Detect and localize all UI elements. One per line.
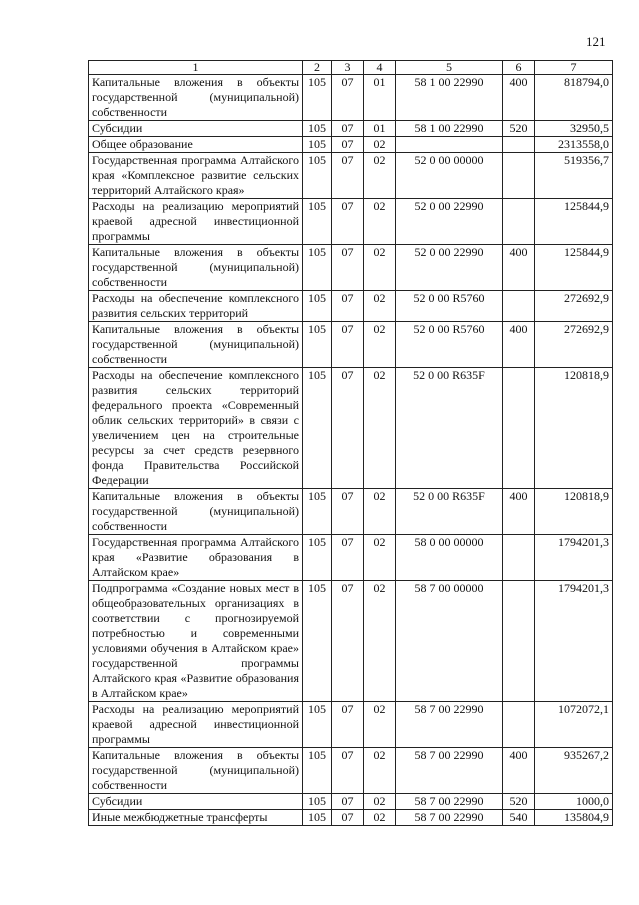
expense-type-cell — [503, 581, 535, 702]
ministry-code-cell: 105 — [303, 581, 332, 702]
ministry-code-cell: 105 — [303, 368, 332, 489]
amount-cell: 519356,7 — [535, 153, 613, 199]
ministry-code-cell: 105 — [303, 121, 332, 137]
subsection-code-cell: 02 — [364, 199, 396, 245]
subsection-code-cell: 02 — [364, 291, 396, 322]
expense-name-cell: Расходы на обеспечение комплексного развития сельских территорий — [89, 291, 303, 322]
amount-cell: 1000,0 — [535, 794, 613, 810]
target-article-cell: 58 7 00 22990 — [396, 702, 503, 748]
table-row — [89, 702, 613, 748]
amount-cell: 272692,9 — [535, 291, 613, 322]
expense-type-cell: 520 — [503, 121, 535, 137]
table-row — [89, 291, 613, 322]
ministry-code-cell: 105 — [303, 489, 332, 535]
expense-name-cell: Субсидии — [89, 121, 303, 137]
subsection-code-cell: 02 — [364, 702, 396, 748]
expense-name-cell: Расходы на обеспечение комплексного развития сельских территорий федерального проекта «Современный облик сельских территорий» в связи с увеличением цен на строительные ресурсы за счет средств резервного фонда Правительства Российской Федерации — [89, 368, 303, 489]
subsection-code-cell: 02 — [364, 153, 396, 199]
expense-name-cell: Расходы на реализацию мероприятий краевой адресной инвестиционной программы — [89, 702, 303, 748]
section-code-cell: 07 — [332, 368, 364, 489]
ministry-code-cell: 105 — [303, 810, 332, 826]
table-row — [89, 121, 613, 137]
expense-name-cell: Капитальные вложения в объекты государственной (муниципальной) собственности — [89, 748, 303, 794]
expense-name-cell: Капитальные вложения в объекты государственной (муниципальной) собственности — [89, 75, 303, 121]
expense-type-cell: 400 — [503, 75, 535, 121]
ministry-code-cell: 105 — [303, 75, 332, 121]
amount-cell: 1072072,1 — [535, 702, 613, 748]
target-article-cell: 58 7 00 00000 — [396, 581, 503, 702]
amount-cell: 135804,9 — [535, 810, 613, 826]
section-code-cell: 07 — [332, 535, 364, 581]
section-code-cell: 07 — [332, 121, 364, 137]
ministry-code-cell: 105 — [303, 748, 332, 794]
expense-type-cell — [503, 153, 535, 199]
target-article-cell: 58 7 00 22990 — [396, 748, 503, 794]
expense-name-cell: Субсидии — [89, 794, 303, 810]
table-row — [89, 245, 613, 291]
target-article-cell: 52 0 00 R5760 — [396, 322, 503, 368]
header-col-3: 3 — [332, 61, 364, 75]
table-row — [89, 153, 613, 199]
table-row — [89, 748, 613, 794]
section-code-cell: 07 — [332, 581, 364, 702]
target-article-cell: 58 7 00 22990 — [396, 794, 503, 810]
section-code-cell: 07 — [332, 810, 364, 826]
table-row — [89, 199, 613, 245]
table-row — [89, 794, 613, 810]
ministry-code-cell: 105 — [303, 137, 332, 153]
amount-cell: 125844,9 — [535, 199, 613, 245]
expense-name-cell: Капитальные вложения в объекты государственной (муниципальной) собственности — [89, 489, 303, 535]
expense-type-cell — [503, 291, 535, 322]
header-row — [89, 61, 613, 75]
amount-cell: 935267,2 — [535, 748, 613, 794]
target-article-cell: 52 0 00 R635F — [396, 489, 503, 535]
expense-type-cell: 540 — [503, 810, 535, 826]
table-row — [89, 489, 613, 535]
subsection-code-cell: 02 — [364, 535, 396, 581]
section-code-cell: 07 — [332, 245, 364, 291]
section-code-cell: 07 — [332, 199, 364, 245]
expense-name-cell: Общее образование — [89, 137, 303, 153]
amount-cell: 120818,9 — [535, 368, 613, 489]
header-col-1: 1 — [89, 61, 303, 75]
expense-type-cell: 400 — [503, 748, 535, 794]
expense-type-cell — [503, 535, 535, 581]
ministry-code-cell: 105 — [303, 794, 332, 810]
target-article-cell: 58 7 00 22990 — [396, 810, 503, 826]
expense-type-cell — [503, 137, 535, 153]
target-article-cell: 52 0 00 22990 — [396, 199, 503, 245]
table-body — [89, 75, 613, 826]
target-article-cell: 52 0 00 22990 — [396, 245, 503, 291]
section-code-cell: 07 — [332, 794, 364, 810]
amount-cell: 125844,9 — [535, 245, 613, 291]
ministry-code-cell: 105 — [303, 245, 332, 291]
expense-name-cell: Государственная программа Алтайского края «Развитие образования в Алтайском крае» — [89, 535, 303, 581]
subsection-code-cell: 02 — [364, 581, 396, 702]
target-article-cell: 58 1 00 22990 — [396, 75, 503, 121]
target-article-cell: 58 1 00 22990 — [396, 121, 503, 137]
section-code-cell: 07 — [332, 489, 364, 535]
subsection-code-cell: 02 — [364, 245, 396, 291]
budget-table — [88, 60, 613, 826]
section-code-cell: 07 — [332, 702, 364, 748]
header-col-6: 6 — [503, 61, 535, 75]
section-code-cell: 07 — [332, 137, 364, 153]
header-col-5: 5 — [396, 61, 503, 75]
amount-cell: 120818,9 — [535, 489, 613, 535]
subsection-code-cell: 01 — [364, 121, 396, 137]
expense-name-cell: Подпрограмма «Создание новых мест в общеобразовательных организациях в соответствии с прогнозируемой потребностью и современными условиями обучения в Алтайском крае» государственной программы Алтайского края «Развитие образования в Алтайском крае» — [89, 581, 303, 702]
section-code-cell: 07 — [332, 322, 364, 368]
section-code-cell: 07 — [332, 153, 364, 199]
target-article-cell: 52 0 00 R635F — [396, 368, 503, 489]
section-code-cell: 07 — [332, 748, 364, 794]
table-row — [89, 535, 613, 581]
target-article-cell: 52 0 00 R5760 — [396, 291, 503, 322]
ministry-code-cell: 105 — [303, 199, 332, 245]
expense-type-cell: 400 — [503, 245, 535, 291]
subsection-code-cell: 02 — [364, 794, 396, 810]
table-row — [89, 581, 613, 702]
amount-cell: 32950,5 — [535, 121, 613, 137]
subsection-code-cell: 02 — [364, 322, 396, 368]
expense-name-cell: Расходы на реализацию мероприятий краевой адресной инвестиционной программы — [89, 199, 303, 245]
table-row — [89, 368, 613, 489]
amount-cell: 2313558,0 — [535, 137, 613, 153]
amount-cell: 272692,9 — [535, 322, 613, 368]
table-row — [89, 322, 613, 368]
ministry-code-cell: 105 — [303, 153, 332, 199]
target-article-cell — [396, 137, 503, 153]
subsection-code-cell: 02 — [364, 489, 396, 535]
header-col-2: 2 — [303, 61, 332, 75]
subsection-code-cell: 02 — [364, 810, 396, 826]
amount-cell: 818794,0 — [535, 75, 613, 121]
expense-type-cell — [503, 368, 535, 489]
section-code-cell: 07 — [332, 291, 364, 322]
target-article-cell: 52 0 00 00000 — [396, 153, 503, 199]
ministry-code-cell: 105 — [303, 322, 332, 368]
subsection-code-cell: 02 — [364, 748, 396, 794]
page-number: 121 — [586, 34, 606, 49]
expense-name-cell: Государственная программа Алтайского края «Комплексное развитие сельских территорий Алтайского края» — [89, 153, 303, 199]
expense-name-cell: Капитальные вложения в объекты государственной (муниципальной) собственности — [89, 245, 303, 291]
ministry-code-cell: 105 — [303, 291, 332, 322]
expense-type-cell: 520 — [503, 794, 535, 810]
expense-type-cell: 400 — [503, 322, 535, 368]
ministry-code-cell: 105 — [303, 702, 332, 748]
subsection-code-cell: 02 — [364, 368, 396, 489]
table-row — [89, 137, 613, 153]
ministry-code-cell: 105 — [303, 535, 332, 581]
expense-name-cell: Капитальные вложения в объекты государственной (муниципальной) собственности — [89, 322, 303, 368]
expense-type-cell — [503, 199, 535, 245]
expense-name-cell: Иные межбюджетные трансферты — [89, 810, 303, 826]
amount-cell: 1794201,3 — [535, 535, 613, 581]
section-code-cell: 07 — [332, 75, 364, 121]
expense-type-cell: 400 — [503, 489, 535, 535]
header-col-7: 7 — [535, 61, 613, 75]
target-article-cell: 58 0 00 00000 — [396, 535, 503, 581]
table-row — [89, 810, 613, 826]
amount-cell: 1794201,3 — [535, 581, 613, 702]
subsection-code-cell: 01 — [364, 75, 396, 121]
expense-type-cell — [503, 702, 535, 748]
header-col-4: 4 — [364, 61, 396, 75]
table-row — [89, 75, 613, 121]
subsection-code-cell: 02 — [364, 137, 396, 153]
